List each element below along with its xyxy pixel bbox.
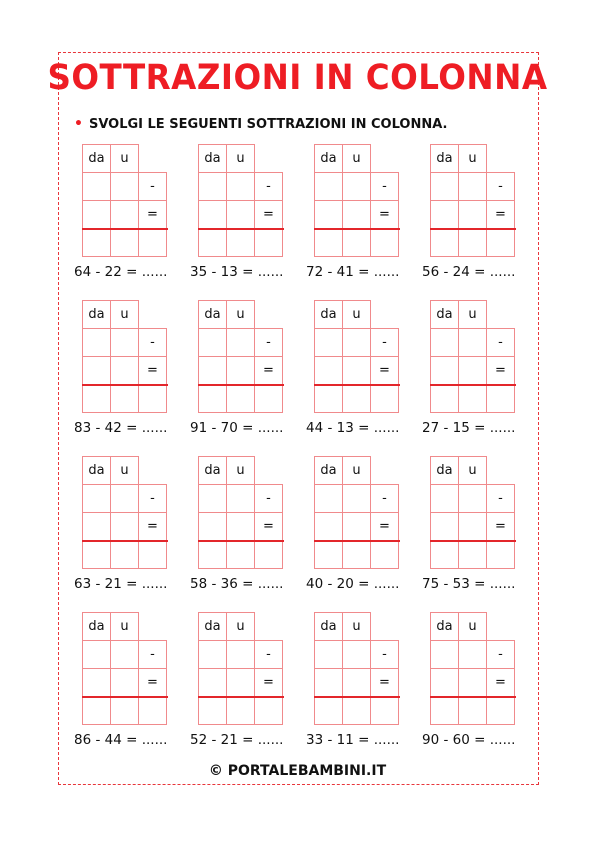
subtraction-problem <box>422 456 532 596</box>
tens-header-cell: da <box>82 456 111 485</box>
result-cell <box>254 540 283 569</box>
column-grid <box>314 300 400 413</box>
equals-sign-cell: = <box>486 356 515 385</box>
result-cell <box>138 384 167 413</box>
equals-sign-cell: = <box>370 668 399 697</box>
units-cell <box>110 668 139 697</box>
units-header-cell: u <box>226 456 255 485</box>
units-result-cell <box>458 228 487 257</box>
minus-sign-cell: - <box>370 640 399 669</box>
tens-result-cell <box>314 228 343 257</box>
units-cell <box>110 200 139 229</box>
result-cell <box>254 696 283 725</box>
equals-sign-cell: = <box>138 668 167 697</box>
tens-header-cell: da <box>198 612 227 641</box>
tens-cell <box>82 200 111 229</box>
result-line <box>314 540 400 542</box>
units-cell <box>226 200 255 229</box>
tens-cell <box>430 172 459 201</box>
minus-sign-cell: - <box>254 640 283 669</box>
tens-cell <box>82 484 111 513</box>
units-cell <box>458 172 487 201</box>
tens-cell <box>314 328 343 357</box>
units-cell <box>458 484 487 513</box>
problem-expression: 58 - 36 = ...... <box>190 576 284 592</box>
problem-expression: 33 - 11 = ...... <box>306 732 400 748</box>
instruction <box>74 116 447 132</box>
equals-sign-cell: = <box>138 200 167 229</box>
units-header-cell: u <box>458 456 487 485</box>
units-result-cell <box>342 540 371 569</box>
tens-cell <box>198 200 227 229</box>
tens-header-cell: da <box>314 456 343 485</box>
units-cell <box>110 356 139 385</box>
units-cell <box>458 512 487 541</box>
result-cell <box>370 228 399 257</box>
units-cell <box>458 328 487 357</box>
page-title: SOTTRAZIONI IN COLONNA <box>47 58 548 98</box>
column-grid <box>314 612 400 725</box>
units-header-cell: u <box>458 144 487 173</box>
units-cell <box>342 172 371 201</box>
tens-cell <box>314 484 343 513</box>
column-grid <box>430 456 516 569</box>
column-grid <box>430 612 516 725</box>
minus-sign-cell: - <box>138 328 167 357</box>
minus-sign-cell: - <box>370 172 399 201</box>
result-cell <box>370 696 399 725</box>
units-cell <box>342 328 371 357</box>
problem-expression: 27 - 15 = ...... <box>422 420 516 436</box>
tens-result-cell <box>314 384 343 413</box>
column-grid <box>198 612 284 725</box>
problem-expression: 86 - 44 = ...... <box>74 732 168 748</box>
equals-sign-cell: = <box>370 356 399 385</box>
equals-sign-cell: = <box>370 512 399 541</box>
tens-cell <box>430 328 459 357</box>
equals-sign-cell: = <box>486 668 515 697</box>
subtraction-problem <box>74 456 184 596</box>
column-grid <box>430 300 516 413</box>
subtraction-problem <box>74 300 184 440</box>
minus-sign-cell: - <box>254 172 283 201</box>
units-cell <box>226 512 255 541</box>
units-header-cell: u <box>226 300 255 329</box>
tens-cell <box>198 356 227 385</box>
tens-header-cell: da <box>430 612 459 641</box>
units-cell <box>110 512 139 541</box>
tens-result-cell <box>198 384 227 413</box>
tens-header-cell: da <box>82 300 111 329</box>
units-cell <box>226 640 255 669</box>
result-cell <box>138 696 167 725</box>
units-header-cell: u <box>458 300 487 329</box>
tens-header-cell: da <box>198 300 227 329</box>
tens-cell <box>314 640 343 669</box>
problem-expression: 63 - 21 = ...... <box>74 576 168 592</box>
tens-cell <box>314 356 343 385</box>
result-line <box>198 540 284 542</box>
result-line <box>430 696 516 698</box>
units-header-cell: u <box>226 144 255 173</box>
problem-expression: 83 - 42 = ...... <box>74 420 168 436</box>
units-result-cell <box>458 696 487 725</box>
units-cell <box>110 172 139 201</box>
tens-cell <box>430 668 459 697</box>
minus-sign-cell: - <box>486 484 515 513</box>
units-cell <box>110 484 139 513</box>
units-cell <box>226 356 255 385</box>
minus-sign-cell: - <box>486 640 515 669</box>
tens-cell <box>430 200 459 229</box>
units-cell <box>342 484 371 513</box>
units-header-cell: u <box>110 612 139 641</box>
units-header-cell: u <box>110 144 139 173</box>
tens-result-cell <box>430 696 459 725</box>
result-line <box>82 228 168 230</box>
tens-cell <box>82 356 111 385</box>
tens-cell <box>314 172 343 201</box>
tens-result-cell <box>82 540 111 569</box>
tens-cell <box>314 200 343 229</box>
tens-cell <box>430 512 459 541</box>
subtraction-problem <box>190 144 300 284</box>
problem-expression: 75 - 53 = ...... <box>422 576 516 592</box>
tens-cell <box>198 640 227 669</box>
tens-cell <box>82 640 111 669</box>
result-line <box>314 696 400 698</box>
result-cell <box>486 384 515 413</box>
result-cell <box>138 540 167 569</box>
instruction-text: SVOLGI LE SEGUENTI SOTTRAZIONI IN COLONNA. <box>88 117 448 132</box>
minus-sign-cell: - <box>486 328 515 357</box>
minus-sign-cell: - <box>486 172 515 201</box>
result-cell <box>486 540 515 569</box>
units-result-cell <box>458 384 487 413</box>
subtraction-problem <box>190 612 300 752</box>
units-result-cell <box>342 696 371 725</box>
minus-sign-cell: - <box>254 328 283 357</box>
equals-sign-cell: = <box>138 512 167 541</box>
equals-sign-cell: = <box>254 200 283 229</box>
problem-expression: 56 - 24 = ...... <box>422 264 516 280</box>
column-grid <box>82 456 168 569</box>
units-header-cell: u <box>110 456 139 485</box>
equals-sign-cell: = <box>486 512 515 541</box>
result-line <box>430 384 516 386</box>
units-result-cell <box>110 228 139 257</box>
subtraction-problem <box>306 300 416 440</box>
tens-cell <box>314 512 343 541</box>
problem-expression: 90 - 60 = ...... <box>422 732 516 748</box>
units-cell <box>226 172 255 201</box>
units-cell <box>458 200 487 229</box>
equals-sign-cell: = <box>254 512 283 541</box>
units-header-cell: u <box>342 144 371 173</box>
subtraction-problem <box>306 612 416 752</box>
tens-result-cell <box>198 696 227 725</box>
tens-cell <box>430 484 459 513</box>
minus-sign-cell: - <box>138 172 167 201</box>
subtraction-problem <box>422 612 532 752</box>
result-line <box>198 228 284 230</box>
result-line <box>198 384 284 386</box>
tens-cell <box>198 484 227 513</box>
tens-result-cell <box>82 228 111 257</box>
result-cell <box>254 384 283 413</box>
units-result-cell <box>342 228 371 257</box>
subtraction-problem <box>306 144 416 284</box>
column-grid <box>82 300 168 413</box>
tens-cell <box>314 668 343 697</box>
column-grid <box>314 144 400 257</box>
tens-header-cell: da <box>430 300 459 329</box>
subtraction-problem <box>74 612 184 752</box>
result-cell <box>138 228 167 257</box>
minus-sign-cell: - <box>138 484 167 513</box>
units-header-cell: u <box>458 612 487 641</box>
units-result-cell <box>110 384 139 413</box>
minus-sign-cell: - <box>138 640 167 669</box>
column-grid <box>430 144 516 257</box>
tens-cell <box>198 512 227 541</box>
result-line <box>314 228 400 230</box>
tens-result-cell <box>314 696 343 725</box>
tens-result-cell <box>430 228 459 257</box>
subtraction-problem <box>422 300 532 440</box>
units-cell <box>110 640 139 669</box>
units-cell <box>342 512 371 541</box>
tens-cell <box>198 668 227 697</box>
equals-sign-cell: = <box>138 356 167 385</box>
tens-cell <box>82 328 111 357</box>
result-line <box>82 540 168 542</box>
units-cell <box>226 668 255 697</box>
subtraction-problem <box>306 456 416 596</box>
problem-expression: 35 - 13 = ...... <box>190 264 284 280</box>
units-cell <box>458 640 487 669</box>
tens-header-cell: da <box>314 612 343 641</box>
tens-cell <box>198 328 227 357</box>
units-header-cell: u <box>226 612 255 641</box>
units-result-cell <box>110 696 139 725</box>
minus-sign-cell: - <box>370 328 399 357</box>
tens-header-cell: da <box>82 144 111 173</box>
units-header-cell: u <box>342 612 371 641</box>
column-grid <box>82 144 168 257</box>
column-grid <box>314 456 400 569</box>
tens-result-cell <box>198 540 227 569</box>
footer-credit: © PORTALEBAMBINI.IT <box>208 763 387 779</box>
result-line <box>430 228 516 230</box>
tens-result-cell <box>314 540 343 569</box>
equals-sign-cell: = <box>370 200 399 229</box>
problem-expression: 64 - 22 = ...... <box>74 264 168 280</box>
result-cell <box>370 384 399 413</box>
tens-result-cell <box>198 228 227 257</box>
units-cell <box>458 356 487 385</box>
equals-sign-cell: = <box>254 356 283 385</box>
minus-sign-cell: - <box>370 484 399 513</box>
tens-cell <box>82 512 111 541</box>
result-cell <box>254 228 283 257</box>
equals-sign-cell: = <box>254 668 283 697</box>
units-cell <box>342 640 371 669</box>
units-cell <box>458 668 487 697</box>
result-line <box>314 384 400 386</box>
tens-cell <box>82 668 111 697</box>
tens-header-cell: da <box>430 456 459 485</box>
units-cell <box>342 668 371 697</box>
units-cell <box>342 356 371 385</box>
result-line <box>82 696 168 698</box>
result-cell <box>486 228 515 257</box>
problem-expression: 91 - 70 = ...... <box>190 420 284 436</box>
units-cell <box>110 328 139 357</box>
subtraction-problem <box>74 144 184 284</box>
tens-header-cell: da <box>198 456 227 485</box>
units-result-cell <box>342 384 371 413</box>
equals-sign-cell: = <box>486 200 515 229</box>
tens-result-cell <box>430 384 459 413</box>
column-grid <box>198 300 284 413</box>
tens-cell <box>198 172 227 201</box>
units-result-cell <box>226 384 255 413</box>
tens-cell <box>82 172 111 201</box>
tens-header-cell: da <box>314 300 343 329</box>
subtraction-problem <box>422 144 532 284</box>
column-grid <box>198 144 284 257</box>
tens-cell <box>430 356 459 385</box>
result-line <box>198 696 284 698</box>
column-grid <box>198 456 284 569</box>
tens-header-cell: da <box>430 144 459 173</box>
result-cell <box>486 696 515 725</box>
subtraction-problem <box>190 300 300 440</box>
units-result-cell <box>458 540 487 569</box>
column-grid <box>82 612 168 725</box>
bullet-icon: • <box>74 116 83 132</box>
units-result-cell <box>110 540 139 569</box>
units-cell <box>226 484 255 513</box>
problem-expression: 44 - 13 = ...... <box>306 420 400 436</box>
tens-header-cell: da <box>198 144 227 173</box>
minus-sign-cell: - <box>254 484 283 513</box>
problem-expression: 72 - 41 = ...... <box>306 264 400 280</box>
result-cell <box>370 540 399 569</box>
tens-result-cell <box>82 384 111 413</box>
units-cell <box>342 200 371 229</box>
units-header-cell: u <box>342 456 371 485</box>
tens-header-cell: da <box>82 612 111 641</box>
tens-header-cell: da <box>314 144 343 173</box>
units-result-cell <box>226 228 255 257</box>
problem-expression: 40 - 20 = ...... <box>306 576 400 592</box>
units-result-cell <box>226 540 255 569</box>
result-line <box>430 540 516 542</box>
tens-result-cell <box>82 696 111 725</box>
problem-expression: 52 - 21 = ...... <box>190 732 284 748</box>
units-cell <box>226 328 255 357</box>
units-result-cell <box>226 696 255 725</box>
units-header-cell: u <box>342 300 371 329</box>
tens-cell <box>430 640 459 669</box>
result-line <box>82 384 168 386</box>
units-header-cell: u <box>110 300 139 329</box>
tens-result-cell <box>430 540 459 569</box>
subtraction-problem <box>190 456 300 596</box>
